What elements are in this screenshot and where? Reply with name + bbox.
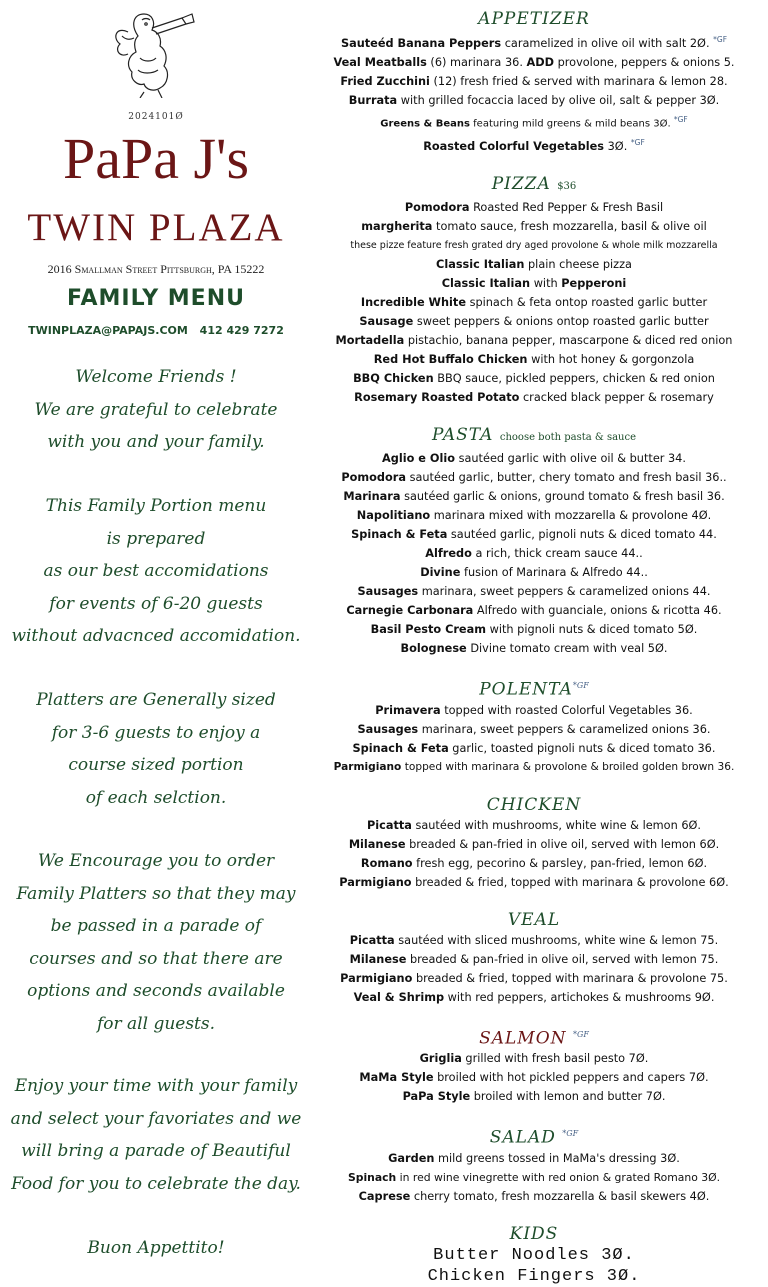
- menu-item: Spinach & Feta sautéed garlic, pignoli nuts & diced tomato 44.: [351, 527, 717, 541]
- menu-item: Incredible White spinach & feta ontop roasted garlic butter: [360, 295, 708, 309]
- enjoy-paragraph: [0, 1070, 312, 1200]
- menu-item: Griglia grilled with fresh basil pesto 7Ø.: [419, 1052, 649, 1066]
- menu-item: Classic Italian plain cheese pizza: [436, 257, 632, 271]
- menu-item: Roasted Colorful Vegetables 3Ø. $^{*GF}$: [423, 138, 645, 153]
- email-link[interactable]: TWINPLAZA@PAPAJS.COM: [28, 324, 188, 337]
- menu-item: Napolitiano marinara mixed with mozzarella & provolone 4Ø.: [356, 508, 712, 522]
- menu-item: PaPa Style broiled with lemon and butter 7Ø.: [402, 1090, 666, 1104]
- menu-item: Parmigiano breaded & fried, topped with marinara & provolone 6Ø.: [339, 875, 729, 889]
- menu-item: Red Hot Buffalo Chicken with hot honey & gorgonzola: [373, 352, 695, 366]
- section-chicken: [300, 794, 768, 892]
- enjoy-line: and select your favoriates and we: [10, 1108, 302, 1129]
- section-appetizer: [300, 8, 768, 156]
- menu-item: Primavera topped with roasted Colorful Vegetables 36.: [375, 703, 693, 717]
- menu-title: FAMILY MENU: [67, 286, 245, 311]
- section-pizza: [300, 173, 768, 407]
- section-title: CHICKEN: [486, 794, 582, 815]
- menu-item-note: these pizze feature fresh grated dry aged provolone & whole milk mozzarella: [350, 239, 718, 251]
- section-title: PIZZA $36: [491, 173, 577, 194]
- menu-item: Caprese cherry tomato, fresh mozzarella & basil skewers 4Ø.: [358, 1189, 710, 1203]
- menu-date: 2024101Ø: [128, 112, 184, 122]
- menu-item: Milanese breaded & pan-fried in olive oil, served with lemon 6Ø.: [348, 837, 720, 851]
- menu-item: Rosemary Roasted Potato cracked black pepper & rosemary: [354, 390, 714, 404]
- encourage-line: Family Platters so that they may: [16, 883, 296, 904]
- portion-line: This Family Portion menu: [45, 496, 267, 516]
- section-title: SALMON $^{*GF}$: [479, 1028, 589, 1049]
- platter-line: Platters are Generally sized: [36, 690, 276, 710]
- welcome-paragraph: [0, 361, 312, 459]
- cherub-logo-icon: [108, 6, 198, 98]
- menu-item: Parmigiano topped with marinara & provolone & broiled golden brown 36.: [333, 760, 735, 773]
- menu-item: Parmigiano breaded & fried, topped with marinara & provolone 75.: [340, 971, 728, 985]
- section-polenta: [300, 675, 768, 777]
- menu-item: Greens & Beans featuring mild greens & mild beans 3Ø. $^{*GF}$: [380, 114, 688, 130]
- section-title: KIDS: [509, 1223, 559, 1244]
- menu-item: Pomodora Roasted Red Pepper & Fresh Basil: [404, 200, 664, 214]
- section-kids: [300, 1223, 768, 1287]
- closing-line: Buon Appettito!: [87, 1238, 225, 1258]
- menu-item: Fried Zucchini (12) fresh fried & served with marinara & lemon 28.: [340, 74, 728, 88]
- enjoy-line: Enjoy your time with your family: [14, 1076, 298, 1096]
- section-title: $POLENTA^{*GF}$: [479, 679, 589, 700]
- menu-item: BBQ Chicken BBQ sauce, pickled peppers, chicken & red onion: [353, 371, 715, 385]
- menu-item: Aglio e Olio sautéed garlic with olive oil & butter 34.: [382, 451, 686, 465]
- menu-item: Basil Pesto Cream with pignoli nuts & diced tomato 5Ø.: [370, 622, 698, 636]
- menu-item: MaMa Style broiled with hot pickled peppers and capers 7Ø.: [359, 1071, 709, 1085]
- menu-item: Veal Meatballs (6) marinara 36. ADD provolone, peppers & onions 5.: [333, 55, 735, 69]
- menu-item: margherita tomato sauce, fresh mozzarella, basil & olive oil: [361, 219, 707, 233]
- menu-item: Romano fresh egg, pecorino & parsley, pan-fried, lemon 6Ø.: [360, 856, 708, 870]
- menu-item: Bolognese Divine tomato cream with veal 5Ø.: [400, 641, 668, 655]
- menu-item: Divine fusion of Marinara & Alfredo 44..: [420, 565, 648, 579]
- phone-link[interactable]: 412 429 7272: [199, 324, 284, 337]
- menu-item: Marinara sautéed garlic & onions, ground tomato & fresh basil 36.: [343, 489, 725, 503]
- menu-item: Picatta sautéed with mushrooms, white wine & lemon 6Ø.: [366, 818, 702, 832]
- portion-line: as our best accomidations: [43, 561, 269, 581]
- section-veal: [300, 909, 768, 1007]
- menu-item: Alfredo a rich, thick cream sauce 44..: [425, 546, 643, 560]
- gluten-free-badge: *GF: [572, 1029, 589, 1039]
- section-title: APPETIZER: [478, 9, 590, 29]
- restaurant-name: PaPa J's: [62, 126, 250, 191]
- portion-paragraph: [0, 490, 312, 653]
- menu-item: Carnegie Carbonara Alfredo with guanciale, onions & ricotta 46.: [346, 603, 722, 617]
- gluten-free-badge: *GF: [630, 138, 645, 148]
- menu-item: Sausages marinara, sweet peppers & caramelized onions 36.: [357, 722, 711, 736]
- section-title: VEAL: [507, 909, 561, 930]
- portion-line: is prepared: [106, 528, 206, 549]
- section-pasta: [300, 424, 768, 658]
- menu-item: Milanese breaded & pan-fried in olive oil, served with lemon 75.: [349, 952, 719, 966]
- enjoy-line: Food for you to celebrate the day.: [11, 1173, 301, 1194]
- menu-sections: [300, 8, 768, 1287]
- welcome-line: We are grateful to celebrate: [34, 399, 278, 420]
- menu-item: Mortadella pistachio, banana pepper, mascarpone & diced red onion: [335, 333, 733, 347]
- encourage-line: be passed in a parade of: [50, 916, 262, 936]
- menu-item: Classic Italian with Pepperoni: [441, 276, 627, 290]
- closing-paragraph: [0, 1232, 312, 1265]
- restaurant-address: 2016 Smallman Street Pittsburgh, PA 15222: [47, 262, 265, 276]
- section-salad: [300, 1123, 768, 1206]
- menu-item: Sausage sweet peppers & onions ontop roasted garlic butter: [359, 314, 709, 328]
- section-salmon: [300, 1024, 768, 1107]
- encourage-line: for all guests.: [96, 1013, 216, 1034]
- encourage-line: courses and so that there are: [29, 948, 283, 969]
- platter-line: course sized portion: [68, 755, 244, 775]
- welcome-line: with you and your family.: [47, 432, 265, 452]
- menu-item: Sauteéd Banana Peppers caramelized in olive oil with salt 2Ø. $^{*GF}$: [340, 35, 728, 50]
- portion-line: for events of 6-20 guests: [49, 593, 263, 614]
- section-title: PASTA choose both pasta & sauce: [431, 424, 637, 445]
- menu-item: Pomodora sautéed garlic, butter, chery tomato and fresh basil 36..: [341, 470, 727, 484]
- encourage-line: We Encourage you to order: [37, 851, 275, 871]
- menu-item: Butter Noodles 3Ø.: [433, 1245, 635, 1265]
- platter-paragraph: [0, 684, 312, 814]
- enjoy-line: will bring a parade of Beautiful: [21, 1141, 291, 1161]
- menu-item: Chicken Fingers 3Ø.: [427, 1266, 641, 1286]
- left-column: [0, 0, 312, 1265]
- portion-line: without advacnced accomidation.: [11, 626, 301, 646]
- menu-item: Spinach in red wine vinegrette with red onion & grated Romano 3Ø.: [347, 1170, 721, 1184]
- welcome-line: Welcome Friends !: [75, 367, 237, 387]
- gluten-free-badge: *GF: [572, 680, 589, 690]
- menu-item: Garden mild greens tossed in MaMa's dressing 3Ø.: [388, 1151, 680, 1165]
- menu-item: Spinach & Feta garlic, toasted pignoli nuts & diced tomato 36.: [352, 741, 716, 755]
- restaurant-location: TWIN PLAZA: [27, 206, 285, 249]
- gluten-free-badge: *GF: [673, 114, 688, 124]
- platter-line: for 3-6 guests to enjoy a: [51, 722, 261, 743]
- encourage-paragraph: [0, 845, 312, 1040]
- encourage-line: options and seconds available: [27, 981, 285, 1001]
- menu-item: Sausages marinara, sweet peppers & caramelized onions 44.: [357, 584, 711, 598]
- menu-item: Veal & Shrimp with red peppers, artichokes & mushrooms 9Ø.: [353, 990, 715, 1004]
- gluten-free-badge: *GF: [713, 35, 728, 44]
- menu-item: Picatta sautéed with sliced mushrooms, white wine & lemon 75.: [349, 933, 719, 947]
- gluten-free-badge: *GF: [562, 1129, 579, 1139]
- section-title: SALAD $^{*GF}$: [489, 1127, 579, 1148]
- menu-item: Burrata with grilled focaccia laced by olive oil, salt & pepper 3Ø.: [348, 93, 720, 107]
- platter-line: of each selction.: [85, 787, 227, 808]
- contact-line: [0, 324, 312, 337]
